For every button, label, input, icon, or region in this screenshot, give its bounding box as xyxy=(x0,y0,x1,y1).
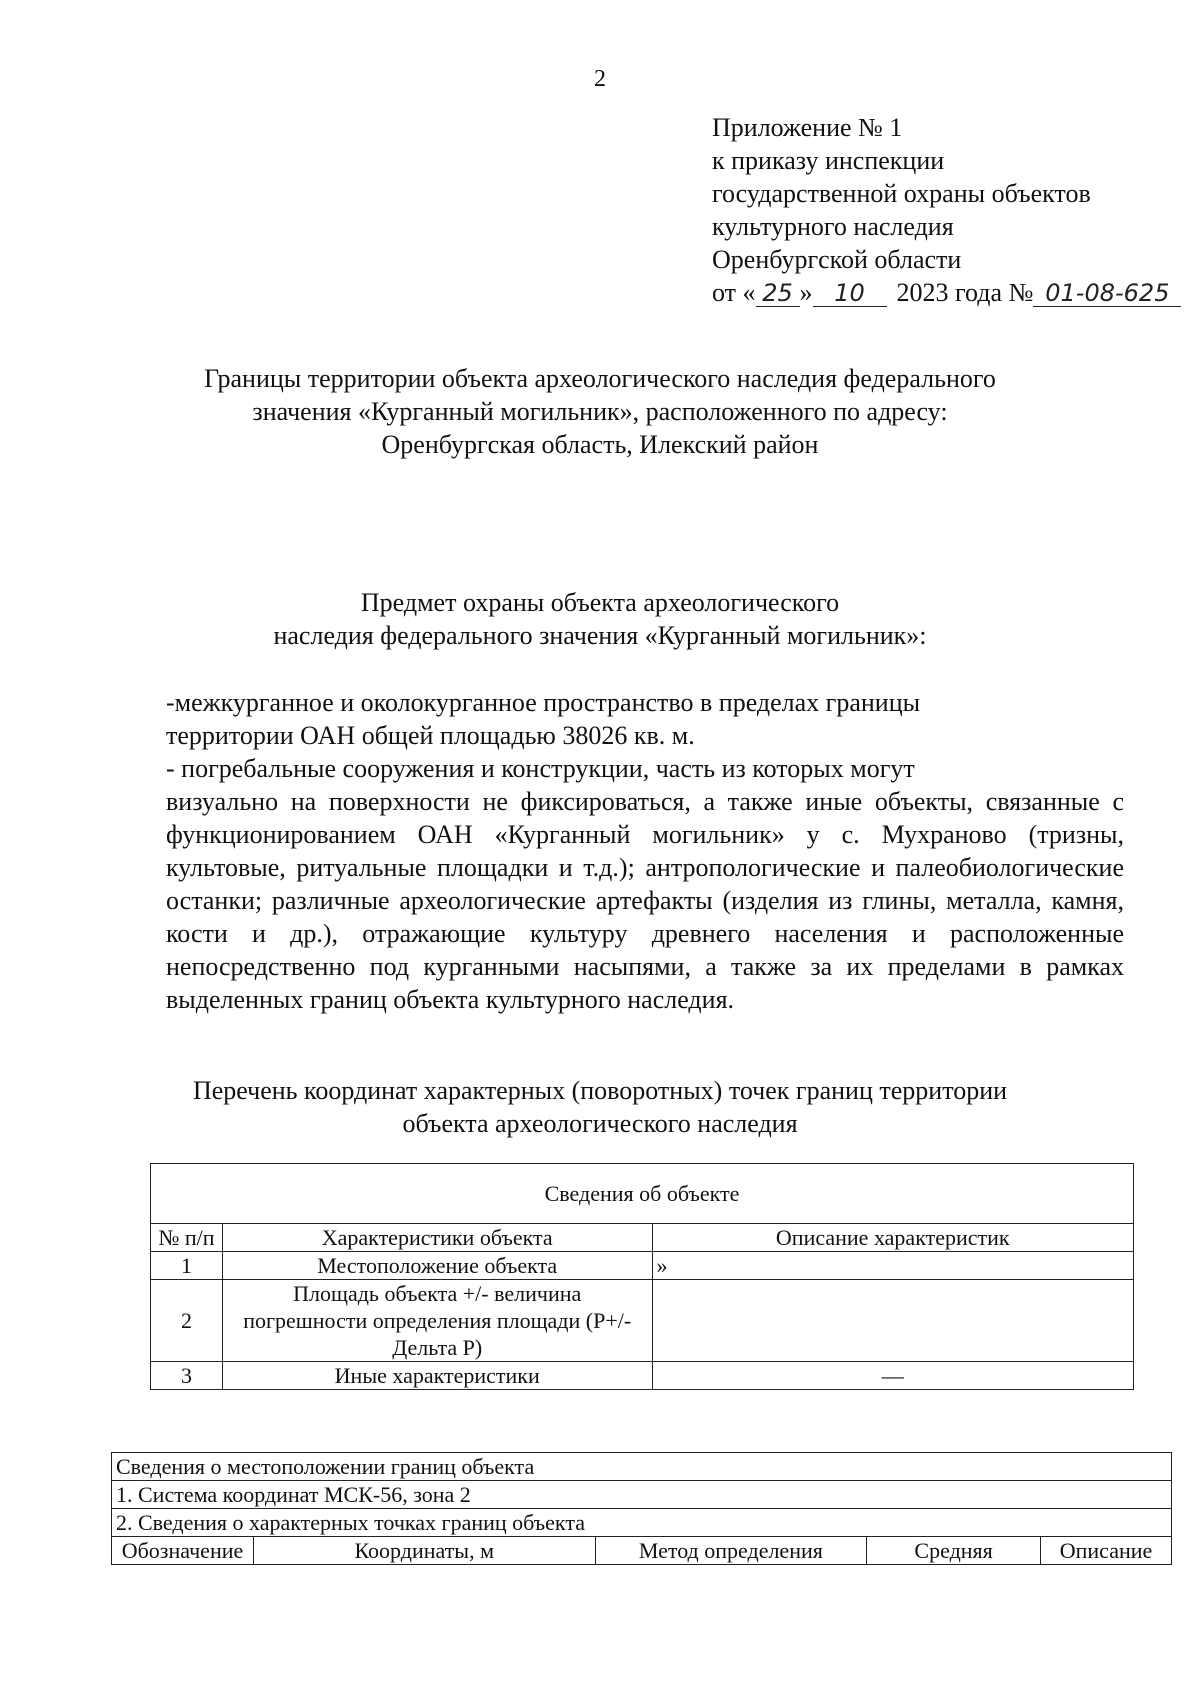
row-description: » xyxy=(652,1252,1133,1280)
row-characteristic: Иные характеристики xyxy=(222,1362,652,1390)
subject-body xyxy=(166,686,1124,1016)
header-average: Средняя xyxy=(867,1537,1041,1565)
item-2-line-1: - погребальные сооружения и конструкции, часть из которых могут xyxy=(166,754,915,783)
appendix-block xyxy=(712,111,1181,309)
row-number: 2 xyxy=(151,1280,223,1362)
document-title xyxy=(0,362,1200,461)
page-number: 2 xyxy=(594,66,606,92)
order-date-line xyxy=(712,276,1181,309)
item-1-line-2: территории ОАН общей площадью 38026 кв. м. xyxy=(166,721,695,750)
header-method: Метод определения xyxy=(595,1537,867,1565)
header-coordinates: Координаты, м xyxy=(253,1537,595,1565)
handwritten-month: 10 xyxy=(813,280,887,307)
row-description: — xyxy=(652,1362,1133,1390)
location-table-row-2: 1. Система координат МСК-56, зона 2 xyxy=(112,1481,1172,1509)
location-table-row-1: Сведения о местоположении границ объекта xyxy=(112,1453,1172,1481)
appendix-line-1: Приложение № 1 xyxy=(712,113,903,142)
table-row xyxy=(151,1280,1134,1362)
table-row xyxy=(151,1252,1134,1280)
coordinates-heading-line-1: Перечень координат характерных (поворотных) точек границ территории xyxy=(192,1076,1008,1105)
object-info-table xyxy=(150,1163,1134,1390)
year-text: 2023 года № xyxy=(896,278,1034,307)
appendix-line-3: государственной охраны объектов xyxy=(712,179,1091,208)
table-row xyxy=(151,1362,1134,1390)
row-number: 3 xyxy=(151,1362,223,1390)
date-prefix: от « xyxy=(712,278,756,307)
appendix-line-4: культурного наследия xyxy=(712,212,954,241)
subject-heading xyxy=(0,586,1200,652)
item-1-line-1: -межкурганное и околокурганное пространство в пределах границы xyxy=(166,688,921,717)
date-mid: » xyxy=(799,278,813,307)
coordinates-heading-line-2: объекта археологического наследия xyxy=(402,1109,798,1138)
row-description xyxy=(652,1280,1133,1362)
title-line-1: Границы территории объекта археологического наследия федерального xyxy=(204,364,996,393)
location-table-row-3: 2. Сведения о характерных точках границ объекта xyxy=(112,1509,1172,1537)
row-number: 1 xyxy=(151,1252,223,1280)
header-description: Описание xyxy=(1041,1537,1172,1565)
title-line-3: Оренбургская область, Илекский район xyxy=(381,430,819,459)
row-characteristic: Площадь объекта +/- величина погрешности определения площади (Р+/- Дельта Р) xyxy=(222,1280,652,1362)
item-2-body: визуально на поверхности не фиксироваться, а также иные объекты, связанные с функционированием ОАН «Курганный могильник» у с. Мухраново (тризны, культовые, ритуальные площадки и т.д.); антропологические и палеобиологические останки; различные археологические артефакты (изделия из глины, металла, камня, кости и др.), отражающие культуру древнего населения и расположенные непосредственно под курганными насыпями, а также за их пределами в рамках выделенных границ объекта культурного наследия. xyxy=(166,787,1124,1014)
header-description: Описание характеристик xyxy=(652,1224,1133,1252)
row-characteristic: Местоположение объекта xyxy=(222,1252,652,1280)
handwritten-day: 25 xyxy=(756,280,800,307)
appendix-line-2: к приказу инспекции xyxy=(712,146,945,175)
handwritten-order-number: 01-08-625 xyxy=(1033,280,1181,307)
subject-heading-line-1: Предмет охраны объекта археологического xyxy=(360,588,840,617)
object-table-caption: Сведения об объекте xyxy=(151,1164,1134,1224)
header-characteristics: Характеристики объекта xyxy=(222,1224,652,1252)
coordinates-heading xyxy=(0,1074,1200,1140)
title-line-2: значения «Курганный могильник», расположенного по адресу: xyxy=(252,397,948,426)
header-number: № п/п xyxy=(151,1224,223,1252)
subject-heading-line-2: наследия федерального значения «Курганный могильник»: xyxy=(273,621,927,650)
header-designation: Обозначение xyxy=(112,1537,254,1565)
location-table xyxy=(111,1452,1172,1565)
appendix-line-5: Оренбургской области xyxy=(712,245,962,274)
